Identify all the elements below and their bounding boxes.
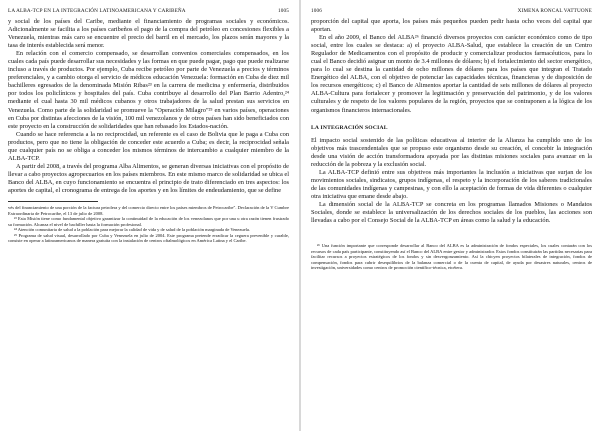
right-body-text [311,18,592,115]
right-paragraph: En el año 2009, el Banco del ALBA²⁶ financió diversos proyectos con carácter económico como de tipo social, entre los cuales se destaca: a) el proyecto ALBA-Salud, que establece la creación de un Centro Regulador de Medicamentos con el propósito de producir y comercializar productos farmacéuticos, para lo cual el Banco decidió asignar un monto de 3.4 millones de dólares; b) el fortalecimiento del sector energético, para lo cual se destina la cantidad de ocho millones de dólares para los países que integran el Tratado Energético del ALBA, con el objetivo de potenciar las capacidades técnicas, financieras y de disposición de los recursos energéticos; c) el Banco de Alimentos aportar la cantidad de seis millones de dólares al proyecto ALBA-Cultura para fortalecer y promover la legitimación y preservación del patrimonio, y de los valores culturales y de respeto de los valores populares de la región, proyectos que se contraponen a la lógica de los organismos financieros internacionales. [311,34,592,114]
left-paragraph: y social de los países del Caribe, mediante el financiamiento de programas sociales y económicos. Adicionalmente se facilita a los países caribeños el pago de la compra del petróleo en concesiones flexibles a Venezuela, mientras más caro se encuentre el precio del barril en el mercado, los plazos serán mayores y la tasa de interés establecida será menor. [8,18,289,50]
right-running-header [311,6,592,16]
right-section-text [311,137,592,226]
right-page-number: 1006 [311,8,322,14]
right-paragraph: proporción del capital que aporta, los países más pequeños pueden pedir hasta ocho veces del capital que aportan. [311,18,592,34]
left-paragraph: Cuando se hace referencia a la no reciprocidad, un referente es el caso de Bolivia que le paga a Cuba con productos, pero que no tiene la obligación de conceder este acuerdo a Cuba; es decir, la reciprocidad señala que cualquier país no se obliga a conceder los mismos términos de intercambio a cualquier miembro de la ALBA-TCP. [8,130,289,162]
right-paragraph: El impacto social sostenido de las políticas educativas al interior de la Alianza ha cumplido uno de los objetivos más trascendentales que se propuso este organismo desde su creación, el concebir la integración desde una visión de acción transformadora apoyada por las distintas misiones sociales para avanzar en la reducción de la pobreza y la exclusión social. [311,136,592,168]
left-page [0,0,299,431]
footnote: ²⁴ Atención comunitaria de salud a la población para mejorar la calidad de vida y de salud de la población marginada de Venezuela. [14,227,251,233]
footnote-separator [8,201,98,202]
footnote: ²³ Esta Misión tiene como fundamental objetivo garantizar la continuidad de la educación de los venezolanos que por una u otra razón tienen frustrado su formación. Alcanza el nivel de bachiller hasta la formación profesional. [8,216,289,227]
left-body-text [8,18,289,195]
left-running-header [8,6,289,16]
footnote: ²⁵ Programa de salud visual, desarrollado por Cuba y Venezuela en julio de 2004. Este programa pretende erradicar la ceguera prevenible y curable, consiste en operar a latinoamericanos de manera gratuita con la instalación de centros oftalmológicos en América Latina y el Caribe. [8,232,289,244]
left-paragraph: En relación con el comercio compensado, se desarrollan convenios comerciales compensados, en los cuales cada país puede desarrollar sus necesidades y las formas en que puede pagar, pago que puede realizarse incluso a través de productos. Por ejemplo, Cuba recibe petróleo por parte de Venezuela a precios y términos preferenciales, y a cambio otorga el servicio de médicos educación Venezuela: formación en Cuba de diez mil bachilleres egresados de la denominada Misión Ribas²³ en la carrera de medicina y enfermería, distribuidos por todos los policlínicos y hospitales del país. Cuba contribuye al desarrollo del Plan Barrio Adentro,²⁴ mediante el cual hasta 30 mil médicos cubanos y otros trabajadores de la salud prestan sus servicios en Venezuela. Como parte de la solidaridad se promueve la "Operación Milagro"²⁵ en varios países, operaciones en Cuba por distintas afecciones de la visión, 100 mil venezolanos y de otros países han sido beneficiados con este proyecto en la construcción de solidaridades que han rebasado los Estados-nación. [8,50,289,130]
left-page-number: 1005 [278,8,289,14]
left-footnotes [8,205,289,244]
right-paragraph: La ALBA-TCP definió entre sus objetivos más importantes la inclusión a iniciativas que surjan de los movimientos sociales, sindicatos, grupos indígenas, el respeto y la incorporación de los saberes tradicionales de las comunidades indígenas y campesinas, y con ello la aceptación de formas de vida diferentes o cualquier otra iniciativa que emane desde abajo. [311,168,592,200]
right-running-head-author: XIMENA RONCAL VATTUONE [517,8,592,14]
left-paragraph: A partir del 2008, a través del programa Alba Alimentos, se generan diversas iniciativas con el propósito de llevar a cabo proyectos agropecuarios en los países miembros. En este mismo marco de solidaridad se ubica el Banco del ALBA, en cuyo funcionamiento se encuentra el principio de trato diferenciado en tres aspectos: los aportes de capital, el cronograma de entrega de los aportes y en los límites de endeudamiento, que se define [8,162,289,194]
right-page [301,0,600,431]
section-heading: LA INTEGRACIÓN SOCIAL [311,124,388,131]
right-paragraph: La dimensión social de la ALBA-TCP se concreta en los programas llamados Misiones o Mandatos Sociales, donde se establece la universalización de los derechos sociales de los pueblos, las acciones son llevadas a cabo por el Consejo Social de la ALBA-TCP en áreas como la salud y la educación. [311,200,592,225]
footnote: ²⁶ Una función importante que corresponde desarrollar al Banco del ALBA es la administración de fondos especiales, los cuales contarán con los recursos de cada país participante, constituyendo así el Banco del ALBA entre gestor y administrador. Estos fondos constituirán las partidas necesarias para facilitar recursos a proyectos estratégicos de los fondos y sin desvergonzamiento. Así la chicyen proyectos bilaterales de integración, fondos de compensación, fondos para cubrir desequilibrios de la balanza comercial o de la cuenta de capital, de ayuda por desastres naturales, centros de investigación, universidades como centros de promoción científico-técnica, etcétera. [311,243,592,271]
right-footnotes [311,243,592,271]
footnote: vés del financiamiento de una porción de la factura petrolera y del comercio directo entre los países miembros de Petrocaribe". Declaración de la V Cumbre Extraordinaria de Petrocaribe, el 13 de julio de 2008. [8,205,289,216]
left-running-head-title: LA ALBA-TCP EN LA INTEGRACIÓN LATINOAMERICANA Y CARIBEÑA [8,8,186,14]
